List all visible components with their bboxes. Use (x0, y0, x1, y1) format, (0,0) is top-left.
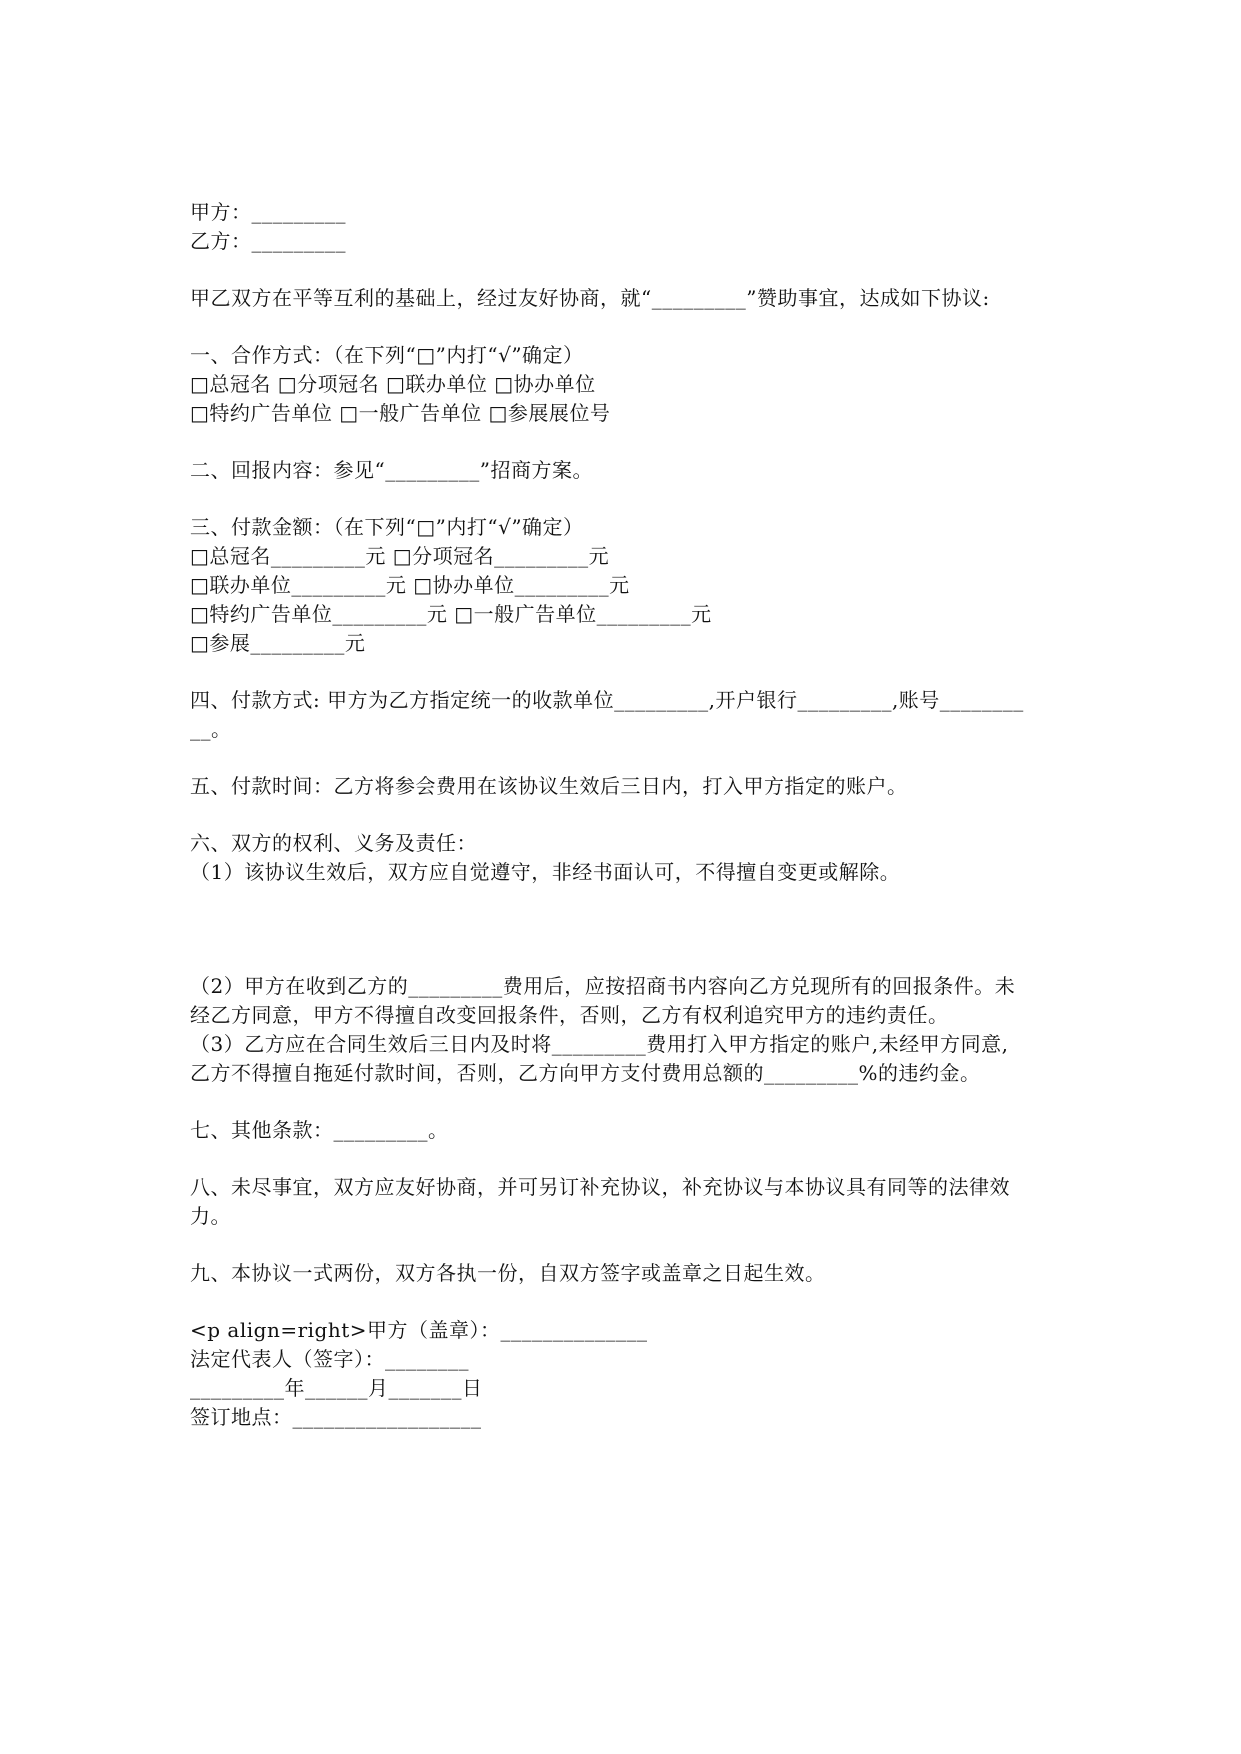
section-1-options-row-2: □特约广告单位 □一般广告单位 □参展展位号 (190, 401, 611, 425)
party-a-line: 甲方：_________ (190, 200, 346, 224)
section-5-text: 五、付款时间：乙方将参会费用在该协议生效后三日内，打入甲方指定的账户。 (190, 774, 908, 798)
signature-place: 签订地点：__________________ (190, 1405, 482, 1429)
section-6-item-3-line-2: 乙方不得擅自拖延付款时间，否则，乙方向甲方支付费用总额的_________%的违约金。 (190, 1061, 981, 1085)
signature-legal-representative: 法定代表人（签字）：________ (190, 1347, 469, 1371)
section-1-options-row-1: □总冠名 □分项冠名 □联办单位 □协办单位 (190, 372, 596, 396)
section-8-line-1: 八、未尽事宜，双方应友好协商，并可另订补充协议，补充协议与本协议具有同等的法律效 (190, 1175, 1010, 1199)
section-1-heading: 一、合作方式：（在下列“□”内打“√”确定） (190, 343, 584, 367)
section-6-item-2-line-1: （2）甲方在收到乙方的_________费用后，应按招商书内容向乙方兑现所有的回报条件。未 (190, 974, 1016, 998)
section-6-item-3-line-1: （3）乙方应在合同生效后三日内及时将_________费用打入甲方指定的账户,未经甲方同意, (190, 1032, 1009, 1056)
section-2-text: 二、回报内容：参见“_________”招商方案。 (190, 458, 593, 482)
signature-date: _________年______月_______日 (190, 1376, 483, 1400)
section-6-item-1: （1）该协议生效后，双方应自觉遵守，非经书面认可，不得擅自变更或解除。 (190, 860, 901, 884)
signature-party-a-seal: <p align=right>甲方（盖章）：______________ (190, 1318, 648, 1342)
section-3-amount-row-4: □参展_________元 (190, 631, 366, 655)
section-6-heading: 六、双方的权利、义务及责任： (190, 831, 477, 855)
section-3-amount-row-2: □联办单位_________元 □协办单位_________元 (190, 573, 630, 597)
section-3-heading: 三、付款金额：（在下列“□”内打“√”确定） (190, 515, 584, 539)
section-7-text: 七、其他条款：_________。 (190, 1118, 449, 1142)
section-6-item-2-line-2: 经乙方同意，甲方不得擅自改变回报条件，否则，乙方有权利追究甲方的违约责任。 (190, 1003, 949, 1027)
section-3-amount-row-3: □特约广告单位_________元 □一般广告单位_________元 (190, 602, 712, 626)
intro-paragraph: 甲乙双方在平等互利的基础上，经过友好协商，就“_________”赞助事宜，达成如下协议: (190, 286, 990, 310)
party-b-line: 乙方：_________ (190, 229, 346, 253)
section-3-amount-row-1: □总冠名_________元 □分项冠名_________元 (190, 544, 610, 568)
section-4-line-2: __。 (190, 717, 232, 741)
section-9-text: 九、本协议一式两份，双方各执一份，自双方签字或盖章之日起生效。 (190, 1261, 826, 1285)
section-4-line-1: 四、付款方式: 甲方为乙方指定统一的收款单位_________,开户银行_________,账号________ (190, 688, 1024, 712)
section-8-line-2: 力。 (190, 1204, 231, 1228)
